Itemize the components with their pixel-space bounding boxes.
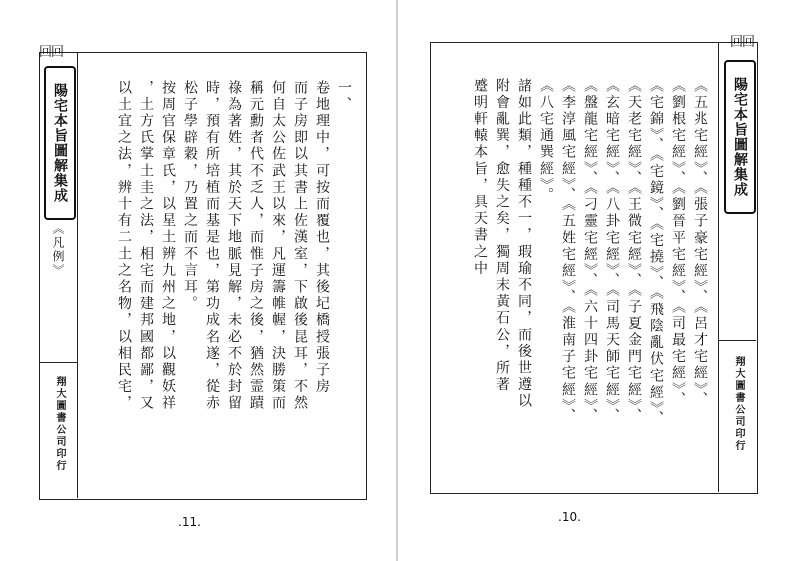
- page-number: .10.: [558, 510, 581, 524]
- meander-ornament-icon: 回回: [39, 45, 64, 60]
- text-column: 蹙明軒轅本旨，具天書之中: [472, 78, 488, 278]
- book-title: 陽宅本旨圖解集成: [724, 60, 756, 214]
- text-column: 何自太公佐武王以來，凡運籌帷幄，決勝策而: [270, 80, 286, 412]
- right-page: [396, 0, 792, 561]
- text-column: 附會亂巽，愈失之矣，獨周末黃石公，所著: [494, 78, 510, 394]
- book-title: 陽宅本旨圖解集成: [44, 66, 76, 220]
- text-column: 稱元勳者代不乏人，而惟子房之後，猶然霊蹟: [248, 80, 264, 412]
- text-column: 《宅錦》、《宅鏡》、《宅撓》、《飛陰亂伏宅經》、: [648, 78, 664, 428]
- text-column: 卷地理中，可按而覆也，其後圮橋授張子房: [314, 80, 330, 396]
- text-column: 按周官保章氏，以星土辨九州之地，以觀妖祥: [160, 80, 176, 412]
- text-column: 《盤龍宅經》、《刁靈宅經》、《六十四卦宅經》、: [582, 78, 598, 425]
- section-label: 《凡例》: [51, 222, 65, 278]
- left-page: [0, 0, 396, 561]
- text-column: 而子房即以其書上佐漢室，下啟後昆耳，不然: [292, 80, 308, 412]
- text-column: 時，預有所培植而基是也，第功成名遂，從赤: [204, 80, 220, 412]
- text-column: 《李淳風宅經》、《五姓宅經》、《淮南子宅經》、: [560, 78, 576, 425]
- text-column: 諸如此類，種種不一，瑕瑜不同，而後世遵以: [516, 78, 532, 410]
- publisher-imprint: 翔大圖書公司印行: [54, 376, 65, 472]
- text-column: 松子學辟穀，乃置之而不言耳。: [182, 80, 198, 313]
- body-text: [100, 80, 355, 500]
- page-number: .11.: [178, 515, 201, 529]
- margin-divider: [718, 340, 756, 341]
- meander-ornament-icon: 回回: [730, 35, 755, 50]
- text-column: 《八宅通巽經》。: [538, 78, 554, 204]
- text-column: 《天老宅經》、《王微宅經》、《子夏金門宅經》、: [626, 78, 642, 425]
- text-column: 《劉根宅經》、《劉晉平宅經》、《司最宅經》、: [670, 78, 686, 409]
- text-column: 《五兆宅經》、《張子豪宅經》、《呂才宅經》、: [692, 78, 708, 409]
- publisher-imprint: 翔大圖書公司印行: [733, 356, 744, 452]
- body-text: [456, 78, 711, 498]
- text-column: 以土宜之法，辨十有二土之名物，以相民宅，: [116, 80, 132, 412]
- margin-divider: [39, 362, 77, 363]
- text-column: 《玄暗宅經》、《八卦宅經》、《司馬天師宅經》、: [604, 78, 620, 425]
- text-column: ，土方氏掌土圭之法，相宅而建邦國都鄙，又: [138, 80, 154, 412]
- margin-column: [718, 42, 719, 492]
- text-column: 一、: [336, 80, 352, 114]
- text-column: 祿為著姓，其於天下地脈見解，未必不於封留: [226, 80, 242, 412]
